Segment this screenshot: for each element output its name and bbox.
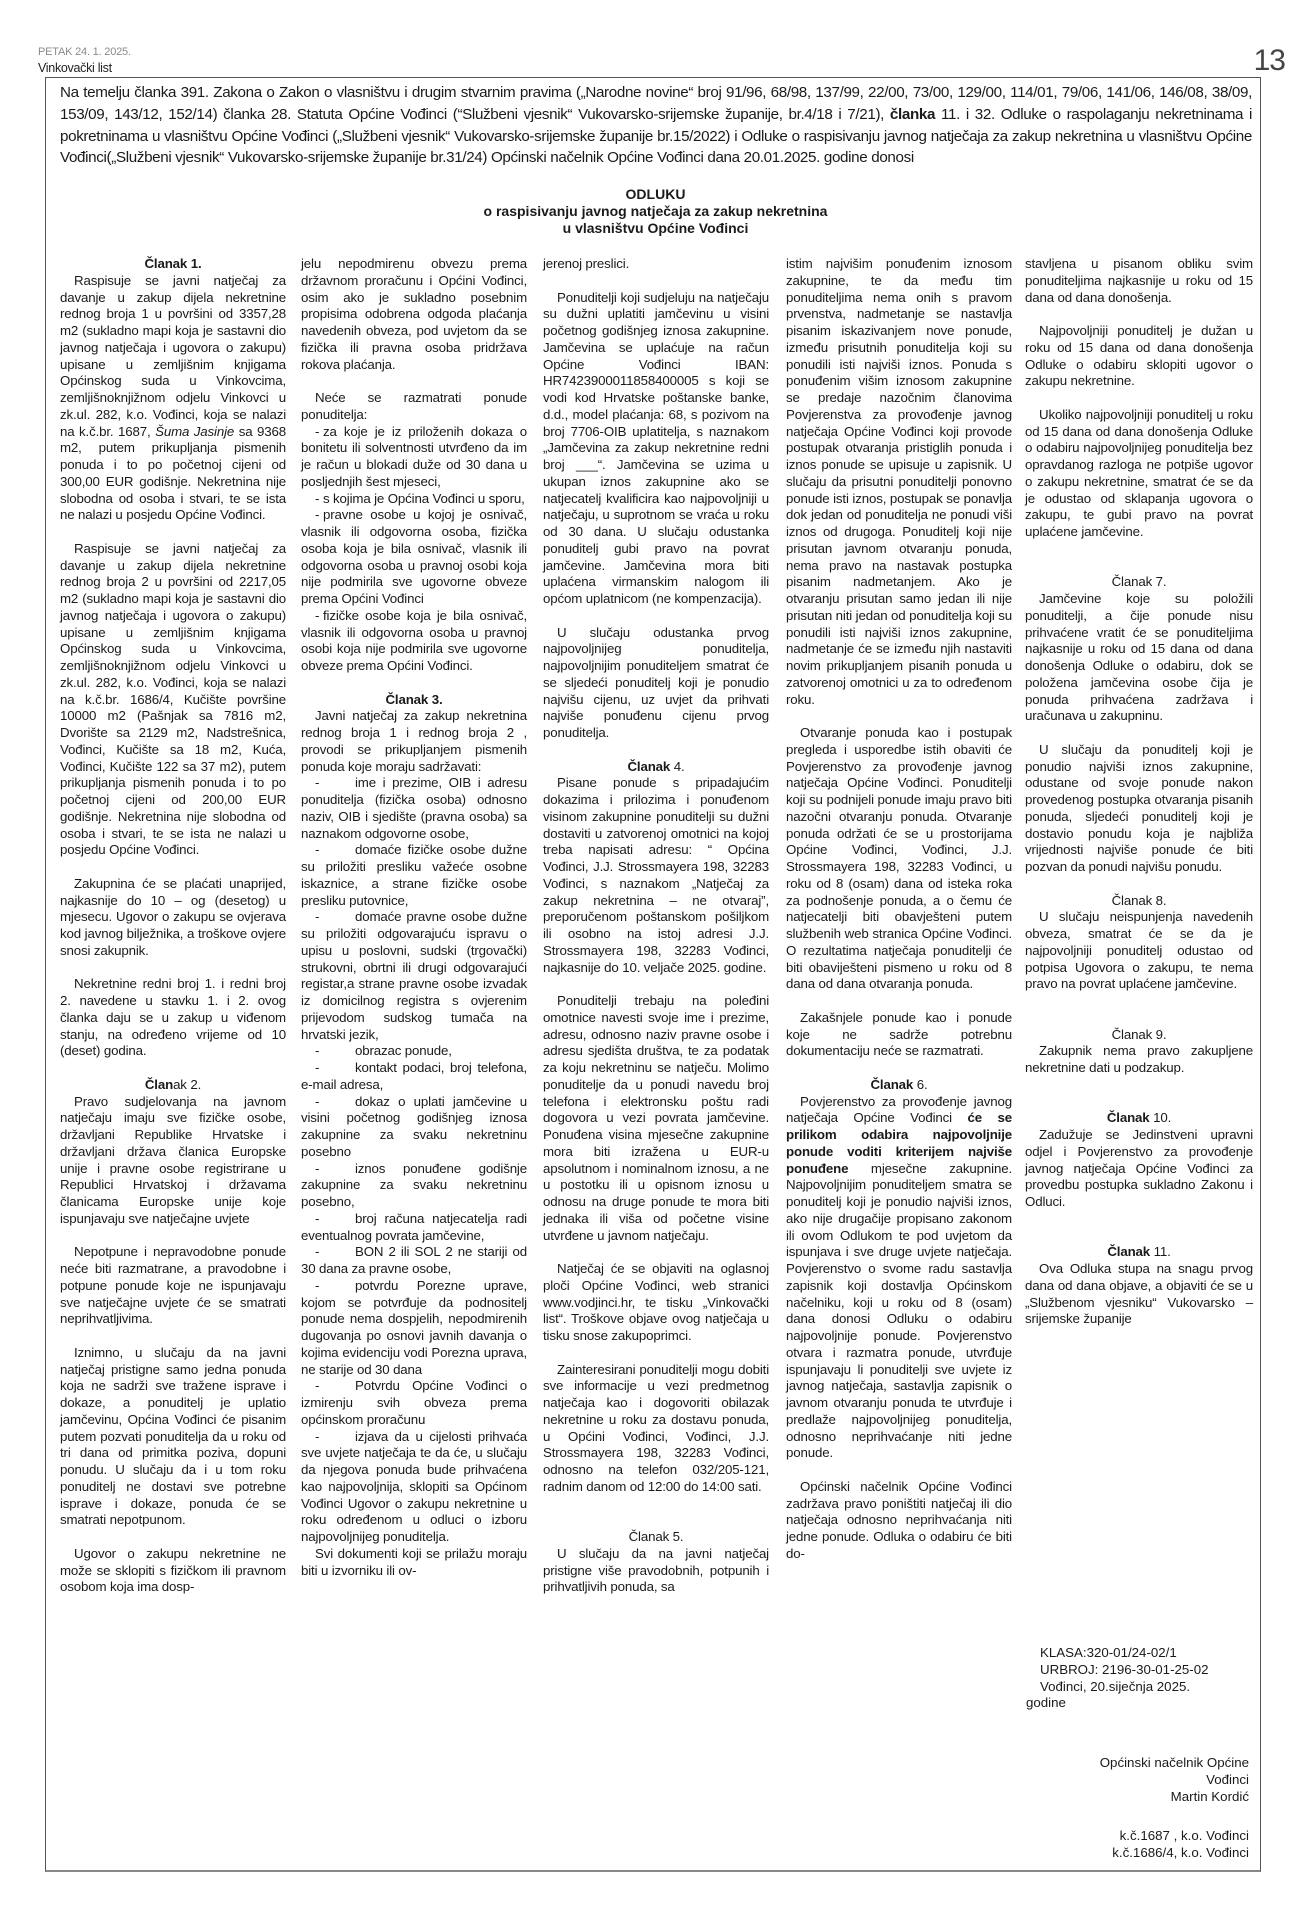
article-heading: Članak 9.: [1111, 1026, 1167, 1042]
list-item: [301, 1060, 527, 1094]
text: mjesečne zakupnine. Najpovoljnijim ponuditeljem smatra se ponuditelj koji je ponudio najviši iznos, ako nije drugačije propisano zakonom ili ovom Odlukom te pod uvjetom da ispunjava i sve druge uvjete natječaja. Povjerenstvo o svome radu sastavlja zapisnik koji dostavlja Općinskom načelniku, koji u roku od 8 (osam) dana donosi Odluku o odabiru najpovoljnije ponude. Povjerenstvo otvara i razmatra ponude, utvrđuje ispunjavaju li ponuditelji sve uvjete iz javnog natječaja, sastavlja zapisnik o javnom otvaranju ponuda te utvrđuje i predlaže najpovoljnijeg ponuditelja, odnosno neprihvaćanje niti jedne ponude.: [786, 1160, 1012, 1461]
list-item: [301, 1378, 527, 1428]
parcel-ref: k.č.1687 , k.o. Vođinci: [1119, 1828, 1249, 1843]
list-item: [301, 1244, 527, 1278]
paragraph: jerenoj preslici.: [543, 256, 630, 271]
article-heading: Članak 7.: [1111, 574, 1167, 590]
title-line: o raspisivanju javnog natječaja za zakup nekretnina: [483, 203, 828, 219]
text: za koje je iz priloženih dokaza o bonitetu ili solventnosti utvrđeno da im je račun u blokadi duže od 30 dana u posljednjih šest mjeseci,: [301, 423, 527, 489]
dash: -: [315, 1060, 320, 1075]
paragraph: Neće se razmatrati ponude ponuditelja:: [301, 390, 527, 422]
paragraph: stavljena u pisanom obliku svim ponuditeljima najkasnije u roku od 15 dana od dana donošenja.: [1025, 256, 1253, 305]
dash: -: [315, 1428, 320, 1444]
dash: -: [315, 607, 320, 623]
list-item: [301, 1211, 527, 1245]
list-item: [301, 1278, 527, 1379]
heading-text: ak 2.: [173, 1076, 202, 1092]
paragraph: Najpovoljniji ponuditelj je dužan u roku od 15 dana od dana donošenja Odluke o odabiru sklopiti ugovor o zakupu nekretnine.: [1025, 323, 1253, 389]
paragraph: U slučaju odustanka prvog najpovoljnijeg ponuditelja, najpovoljnijim ponuditeljem smatrat će se sljedeći ponuditelj koji je ponudio najvišu cijenu, uz uvjet da prihvati najviše ponuđenu cijenu prvog ponuditelja.: [543, 624, 769, 740]
text-italic: Šuma Jasinje: [155, 423, 235, 439]
article-heading: [301, 692, 527, 709]
dash: -: [315, 842, 320, 858]
heading-text: Članak 3.: [385, 691, 443, 707]
paragraph: Zainteresirani ponuditelji mogu dobiti sve informacije u vezi predmetnog natječaja kao i dogovoriti obilazak nekretnine u roku za dostavu ponuda, u Općini Vođinci, Vođinci, J.J. Strossmayera 198, 32283 Vođinci, odnosno na telefon 032/205-121, radnim danom od 12:00 do 14:00 sati.: [543, 1361, 769, 1494]
column-5: [1025, 256, 1253, 1328]
heading-text: Članak: [627, 758, 671, 774]
preamble-text: Na temelju članka 391. Zakona o Zakon o vlasništvu i drugim stvarnim pravima („Narodne novine“ broj 91/96, 68/98, 137/99, 22/00, 73/00, 129/00, 114/01, 79/06, 141/06, 146/08, 38/09, 153/09, 143/12, 152/14) članka 28. Statuta Općine Vođinci (“Službeni vjesnik“ Vukovarsko-srijemske županije, br.4/18 i 7/21),: [60, 84, 1252, 123]
text: dokaz o uplati jamčevine u visini početnog godišnjeg iznosa zakupnine za svaku nekretninu posebno: [301, 1093, 527, 1159]
signatory-place: Vođinci: [1206, 1771, 1249, 1787]
heading-text: Članak 1.: [144, 256, 202, 271]
paragraph: Pisane ponude s pripadajućim dokazima i prilozima i ponuđenom visinom zakupnine ponuditelji su dužni dostaviti u zatvorenoj omotnici na kojoj treba napisati adresu: “ Općina Vođinci, J.J. Strossmayera 198, 32283 Vođinci, s naznakom „Natječaj za zakup nekretnina – ne otvaraj”, preporučenom poštanskom pošiljkom ili osobno na istoj adresi J.J. Strossmayera 198, 32283 Vođinci, najkasnije do 10. veljače 2025. godine.: [543, 775, 769, 975]
list-item: [301, 608, 527, 675]
text: domaće fizičke osobe dužne su priložiti presliku važeće osobne iskaznice, a strane fizičke osobe presliku putovnice,: [301, 842, 527, 908]
legal-preamble: [60, 82, 1252, 169]
paragraph: U slučaju neispunjenja navedenih obveza, smatrat će se da je najpovoljniji ponuditelj odustao od potpisa Ugovora o zakupu, te nema pravo na povrat uplaćene jamčevine.: [1025, 909, 1253, 992]
text: pravne osobe u kojoj je osnivač, vlasnik ili odgovorna osoba, fizička osoba koja je bila osnivač, vlasnik ili odgovorna osoba u pravnoj osobi koja nije podmirila sve ugovorne obveze prema Općini Vođinci: [301, 507, 527, 606]
page-number: 13: [1253, 44, 1285, 77]
paragraph: Zadužuje se Jedinstveni upravni odjel i Povjerenstvo za provođenje javnog natječaja Općine Vođinci za provedbu postupka sukladno Zakonu i Odluci.: [1025, 1127, 1253, 1209]
article-heading: [60, 256, 286, 273]
paragraph: Otvaranje ponuda kao i postupak pregleda i usporedbe istih obaviti će Povjerenstvo za provođenje javnog natječaja Općine Vođinci. Ponuditelji koji su podnijeli ponude imaju pravo biti nazočni otvaranju ponuda. Otvaranje ponuda održati će se u prostorijama Općine Vođinci, Vođinci, J.J. Strossmayera 198, 32283 Vođinci, u roku od 8 (osam) dana od isteka roka za podnošenje ponuda, a o čemu će natjecatelji biti obavješteni putem službenih web stranica Općine Vođinci. O rezultatima natječaja ponuditelji će biti obaviješteni pismeno u roku od 8 dana od dana otvaranja ponuda.: [786, 725, 1012, 992]
article-heading: [1025, 1110, 1253, 1127]
text: BON 2 ili SOL 2 ne stariji od 30 dana za pravne osobe,: [301, 1244, 527, 1276]
paragraph: Zakašnjele ponude kao i ponude koje ne sadrže potrebnu dokumentaciju neće se razmatrati.: [786, 1009, 1012, 1059]
text: broj računa natjecatelja radi eventualnog povrata jamčevine,: [301, 1210, 527, 1243]
text: s kojima je Općina Vođinci u sporu,: [323, 490, 525, 506]
paragraph: Zakupnik nema pravo zakupljene nekretnine dati u podzakup.: [1025, 1043, 1253, 1075]
dash: -: [315, 1093, 320, 1109]
heading-text: 6.: [913, 1076, 928, 1092]
article-heading: [786, 1077, 1012, 1094]
list-item: [301, 1161, 527, 1211]
column-1: [60, 256, 286, 1596]
list-item: [301, 507, 527, 608]
text: Raspisuje se javni natječaj za davanje u zakup dijela nekretnine rednog broja 1 u površini od 3357,28 m2 (sukladno mapi koja je sastavni dio javnog natječaja i ugovora o zakupu) upisane u zemljišnim knjigama Općinskog suda u Vinkovcima, zemljišnoknjižnom odjelu Vinkovci u zk.ul. 282, k.o. Vođinci, koja se nalazi na k.č.br. 1687,: [60, 272, 286, 439]
heading-text: Članak: [1107, 1244, 1151, 1260]
paragraph: Ponuditelji trebaju na poleđini omotnice navesti svoje ime i prezime, adresu, odnosno naziv pravne osobe i adresu sjedišta društva, te za podatak za koju nekretninu se natječu. Molimo ponuditelje da u ponudi navedu broj telefona i elektronsku poštu radi dogovora u vezi povrata jamčevine. Ponuđena visina mjesečne zakupnine mora biti izražena u EUR-u apsolutnom i nominalnom iznosu, a ne u postotku ili u opisnom iznosu u odnosu na druge ponude te mora biti jednaka ili viša od početne visine utvrđene u javnom natječaju.: [543, 993, 769, 1243]
paragraph: Ukoliko najpovoljniji ponuditelj u roku od 15 dana od dana donošenja Odluke o odabiru najpovoljnijeg ponuditelja bez opravdanog razloga ne potpiše ugovor o zakupu nekretnine, smatrat će se da je odustao od sklapanja ugovora o zakupu, te gubi pravo na povrat uplaćene jamčevine.: [1025, 406, 1253, 539]
paragraph: Općinski načelnik Općine Vođinci zadržava pravo poništiti natječaj ili dio natječaja odnosno neprihvaćanja niti jedne ponude. Odluka o odabiru će biti do-: [786, 1478, 1012, 1561]
text: fizičke osobe koja je bila osnivač, vlasnik ili odgovorna osoba u pravnoj osobi koja nije podmirila sve ugovorne obveze prema Općini Vođinci.: [301, 607, 527, 673]
dash: -: [315, 1277, 320, 1293]
article-heading: Članak 5.: [628, 1529, 684, 1544]
text: domaće pravne osobe dužne su priložiti odgovarajuću ispravu o upisu u poslovni, sudski (trgovački) strukovni, obrtni ili drugi odgovarajući registar,a strane pravne osobe izvadak iz domicilnog registra s ovjerenim prijevodom sudskog tumača na hrvatski jezik,: [301, 909, 527, 1042]
preamble-text: 11. i 32. Odluke o raspolaganju nekretninama i pokretninama u vlasništvu Općine Vođinci („Službeni vjesnik“ Vukovarsko-srijemske županije br.15/2022) i Odluke o raspisivanju javnog natječaja za zakup nekretnina u vlasništvu Općine Vođinci(„Službeni vjesnik“ Vukovarsko-srijemske županije br.31/24) Općinski načelnik Općine Vođinci dana 20.01.2025. godine donosi: [60, 105, 1253, 167]
heading-text: Članak: [1106, 1110, 1150, 1126]
signatory-title: Općinski načelnik Općine: [1099, 1755, 1249, 1770]
signatory-name: Martin Kordić: [1170, 1788, 1249, 1804]
parcel-references: [1112, 1828, 1249, 1862]
paragraph: Svi dokumenti koji se prilažu moraju biti u izvorniku ili ov-: [301, 1545, 527, 1578]
heading-text: 11.: [1150, 1244, 1171, 1260]
paragraph: Iznimno, u slučaju da na javni natječaj pristigne samo jedna ponuda koja ne sadrži sve tražene isprave i dokaze, a ponuditelj je uplatio jamčevinu, Općina Vođinci će pisanim putem pozvati ponuditelja da u roku od tri dana od primitka poziva, dopuni ponudu. U slučaju da i u tom roku ponuditelj ne dostavi sve potrebne isprave i dokaze, ponuda će se smatrati nepotpunom.: [60, 1344, 286, 1528]
preamble-bold: članka: [889, 105, 936, 123]
dash: -: [315, 1244, 320, 1260]
article-heading: [60, 1077, 286, 1094]
parcel-ref: k.č.1686/4, k.o. Vođinci: [1112, 1844, 1249, 1860]
text: ime i prezime, OIB i adresu ponuditelja (fizička osoba) odnosno naziv, OIB i sjedište (pravna osoba) sa naznakom odgovorne osobe,: [301, 775, 527, 841]
paragraph: Nepotpune i nepravodobne ponude neće biti razmatrane, a pravodobne i potpune ponude koje ne ispunjavaju sve natječajne uvjete će se smatrati neprihvatljivima.: [60, 1244, 286, 1327]
dash: -: [315, 1160, 320, 1176]
paragraph: Zakupnina će se plaćati unaprijed, najkasnije do 10 – og (desetog) u mjesecu. Ugovor o zakupu se ovjerava kod javnog bilježnika, a troškove ovjere snosi zakupnik.: [60, 875, 286, 958]
list-item: [301, 424, 527, 491]
paragraph: [60, 273, 286, 524]
text: izjava da u cijelosti prihvaća sve uvjete natječaja te da će, u slučaju da njegova ponuda bude prihvaćena kao najpovoljnija, sklopiti sa Općinom Vođinci Ugovor o zakupu nekretnine u roku određenom u odluci o izboru najpovoljnijeg ponuditelja.: [301, 1428, 527, 1544]
paragraph: U slučaju da na javni natječaj pristigne više pravodobnih, potpunih i prihvatljivih ponuda, sa: [543, 1545, 769, 1595]
column-4: [786, 256, 1012, 1563]
dash: -: [315, 1378, 320, 1394]
dash: -: [315, 1210, 320, 1226]
reference-block: [1026, 1645, 1209, 1712]
article-heading: [543, 759, 769, 776]
newspaper-name: Vinkovački list: [38, 61, 112, 75]
paragraph: U slučaju da ponuditelj koji je ponudio najviši iznos zakupnine, odustane od svoje ponude nakon provedenog postupka otvaranja pisanih ponuda, sljedeći ponuditelj koji je dostavio ponudu koja je najbliža vrijednosti najviše ponude će biti pozvan da ponudi najvišu ponudu.: [1025, 741, 1253, 874]
list-item: [301, 1094, 527, 1161]
list-item: [301, 1429, 527, 1546]
list-item: [301, 1043, 527, 1060]
paragraph: [786, 1094, 1012, 1463]
place-date: Vođinci, 20.siječnja 2025.: [1040, 1678, 1191, 1694]
paragraph: Nekretnine redni broj 1. i redni broj 2. navedene u stavku 1. i 2. ovog članka daju se u zakup u viđenom stanju, na određeno vrijeme od 10 (deset) godina.: [60, 976, 286, 1059]
paragraph: jelu nepodmirenu obvezu prema državnom proračunu i Općini Vođinci, osim ako je sukladno posebnim propisima odobrena odgoda plaćanja navedenih obveza, pod uvjetom da se fizička ili pravna osoba pridržava rokova plaćanja.: [301, 256, 527, 372]
article-heading: [1025, 1244, 1253, 1261]
place-date-cont: godine: [1026, 1695, 1066, 1711]
list-item: [301, 909, 527, 1043]
column-3: [543, 256, 769, 1596]
title-line: ODLUKU: [625, 186, 686, 202]
paragraph: Jamčevine koje su položili ponuditelji, a čije ponude nisu prihvaćene vratit će se ponuditeljima najkasnije u roku od 15 dana od dana donošenja Odluke o odabiru, dok se položena jamčevina osobe čija je ponuda prihvaćena zadržava i uračunava u zakupninu.: [1025, 591, 1253, 724]
text: sa 9368 m2, putem prikupljanja pismenih ponuda i to po početnoj cijeni od 300,00 EUR godišnje. Nekretnina nije slobodna od osoba i stvari, te se ista ne nalazi u posjedu Općine Vođinci.: [60, 423, 286, 523]
list-item: [301, 775, 527, 842]
paragraph: Ugovor o zakupu nekretnine ne može se sklopiti s fizičkom ili pravnom osobom koja ima dosp-: [60, 1545, 286, 1595]
article-heading: Članak 8.: [1111, 892, 1167, 908]
text-bold: će se prilikom odabira najpovoljnije ponude voditi kriterijem najviše ponuđene: [786, 1110, 1012, 1176]
heading-text: Članak: [870, 1076, 914, 1092]
text: Potvrdu Općine Vođinci o izmirenju svih obveza prema općinskom proračunu: [301, 1378, 527, 1427]
text: potvrdu Porezne uprave, kojom se potvrđuje da podnositelj ponude nema dospjelih, nepodmirenih dugovanja po osnovi javnih davanja o kojima evidenciju vodi Porezna uprava, ne starije od 30 dana: [301, 1277, 527, 1377]
list-item: [301, 842, 527, 909]
heading-text: Član: [144, 1076, 174, 1092]
paragraph: Ova Odluka stupa na snagu prvog dana od dana objave, a objaviti će se u „Službenom vjesniku“ Vukovarsko – srijemske županije: [1025, 1261, 1253, 1327]
paragraph: Pravo sudjelovanja na javnom natječaju imaju sve fizičke osobe, državljani Republike Hrvatske i državljani država članica Europske unije i pravne osobe registrirane u Republici Hrvatskoj i državama članicama Europske unije koje ispunjavaju sve natječajne uvjete: [60, 1093, 286, 1226]
issue-date: PETAK 24. 1. 2025.: [38, 46, 131, 58]
text: Povjerenstvo za provođenje javnog natječaja Općine Vođinci: [786, 1093, 1012, 1126]
dash: -: [315, 423, 320, 439]
title-line: u vlasništvu Općine Vođinci: [562, 220, 749, 236]
dash: -: [315, 775, 320, 791]
paragraph: Javni natječaj za zakup nekretnina rednog broja 1 i rednog broja 2 , provodi se prikupljanjem pismenih ponuda koje moraju sadržavati:: [301, 708, 527, 774]
dash: -: [315, 1043, 320, 1059]
list-item: [301, 491, 527, 508]
heading-text: 4.: [670, 758, 685, 774]
heading-text: 10.: [1149, 1110, 1172, 1126]
paragraph: Ponuditelji koji sudjeluju na natječaju su dužni uplatiti jamčevinu u visini početnog godišnjeg iznosa zakupnine. Jamčevina se uplaćuje na račun Općine Vođinci IBAN: HR7423900011858400005 s koji se vodi kod Hrvatske poštanske banke, d.d., model plaćanja: 68, s pozivom na broj 7706-OIB uplatitelja, s naznakom „Jamčevina za zakup nekretnine redni broj ___“. Jamčevina se uzima u ukupan iznos zakupnine ako se natjecatelj kvalificira kao najpovoljniji u natječaju, u suprotnom se vraća u roku od 30 dana. U slučaju odustanka ponuditelj gubi pravo na povrat jamčevine. Jamčevina mora biti uplaćena virmanskim nalogom ili općom uplatnicom (ne kompenzacija).: [543, 289, 769, 606]
urbroj: URBROJ: 2196-30-01-25-02: [1040, 1661, 1209, 1677]
text: iznos ponuđene godišnje zakupnine za svaku nekretninu posebno,: [301, 1160, 527, 1209]
dash: -: [315, 909, 320, 925]
text: kontakt podaci, broj telefona, e-mail adresa,: [301, 1060, 527, 1092]
text: obrazac ponude,: [355, 1043, 452, 1059]
paragraph: Raspisuje se javni natječaj za davanje u zakup dijela nekretnine rednog broja 2 u površini od 2217,05 m2 (sukladno mapi koja je sastavni dio javnog natječaja i ugovora o zakupu) upisane u zemljišnim knjigama Općinskog suda u Vinkovcima, zemljišnoknjižnom odjelu Vinkovci u zk.ul. 282, k.o. Vođinci, koja se nalazi na k.č.br. 1686/4, Kučište površine 10000 m2 (Pašnjak sa 7816 m2, Dvorište sa 2129 m2, Nadstrešnica, Vođinci, Kučište sa 18 m2, Kuća, Vođinci, Kučište 122 sa 37 m2), putem prikupljanja pismenih ponuda i to po početnoj cijeni od 200,00 EUR godišnje. Nekretnina nije slobodna od osoba i stvari, te se ista ne nalazi u posjedu Općine Vođinci.: [60, 540, 286, 858]
paragraph: istim najvišim ponuđenim iznosom zakupnine, te da među tim ponuditeljima nema onih s pravom prvenstva, nadmetanje se nastavlja pisanim iskazivanjem nove ponude, između prisutnih ponuditelja koji su ponudili isti najviši iznos. Ponuda s ponuđenim višim iznosom zakupnine se predaje nazočnim članovima Povjerenstva za provođenje javnog natječaja Općine Vođinci koji provode postupak otvaranja pristiglih ponuda i iznos ponude se upisuje u zapisnik. U slučaju da prisutni ponuditelji ponovno ponude isti iznos, postupak se ponavlja dok jedan od ponuditelja ne ponudi viši iznos od drugoga. Ponuditelj koji nije prisutan javnom otvaranju ponuda, nema pravo na nastavak postupka pisanim nadmetanjem. Ako je otvaranju prisutan samo jedan ili nije prisutan niti jedan od ponuditelja koji su ponudili isti najviši iznos zakupnine, nadmetanje će se između njih nastaviti novim prikupljanjem pisanih ponuda u zatvorenoj omotnici u za to određenom roku.: [786, 256, 1012, 707]
signature-block: [1100, 1755, 1249, 1805]
dash: -: [315, 490, 320, 506]
decision-title: [0, 186, 1311, 237]
klasa: KLASA:320-01/24-02/1: [1040, 1645, 1177, 1660]
paragraph: Natječaj će se objaviti na oglasnoj ploči Općine Vođinci, web stranici www.vodjinci.hr, te tisku „Vinkovački list“. Troškove objave ovog natječaja u tisku snose zakupoprimci.: [543, 1261, 769, 1343]
column-2: [301, 256, 527, 1579]
dash: -: [315, 507, 320, 523]
